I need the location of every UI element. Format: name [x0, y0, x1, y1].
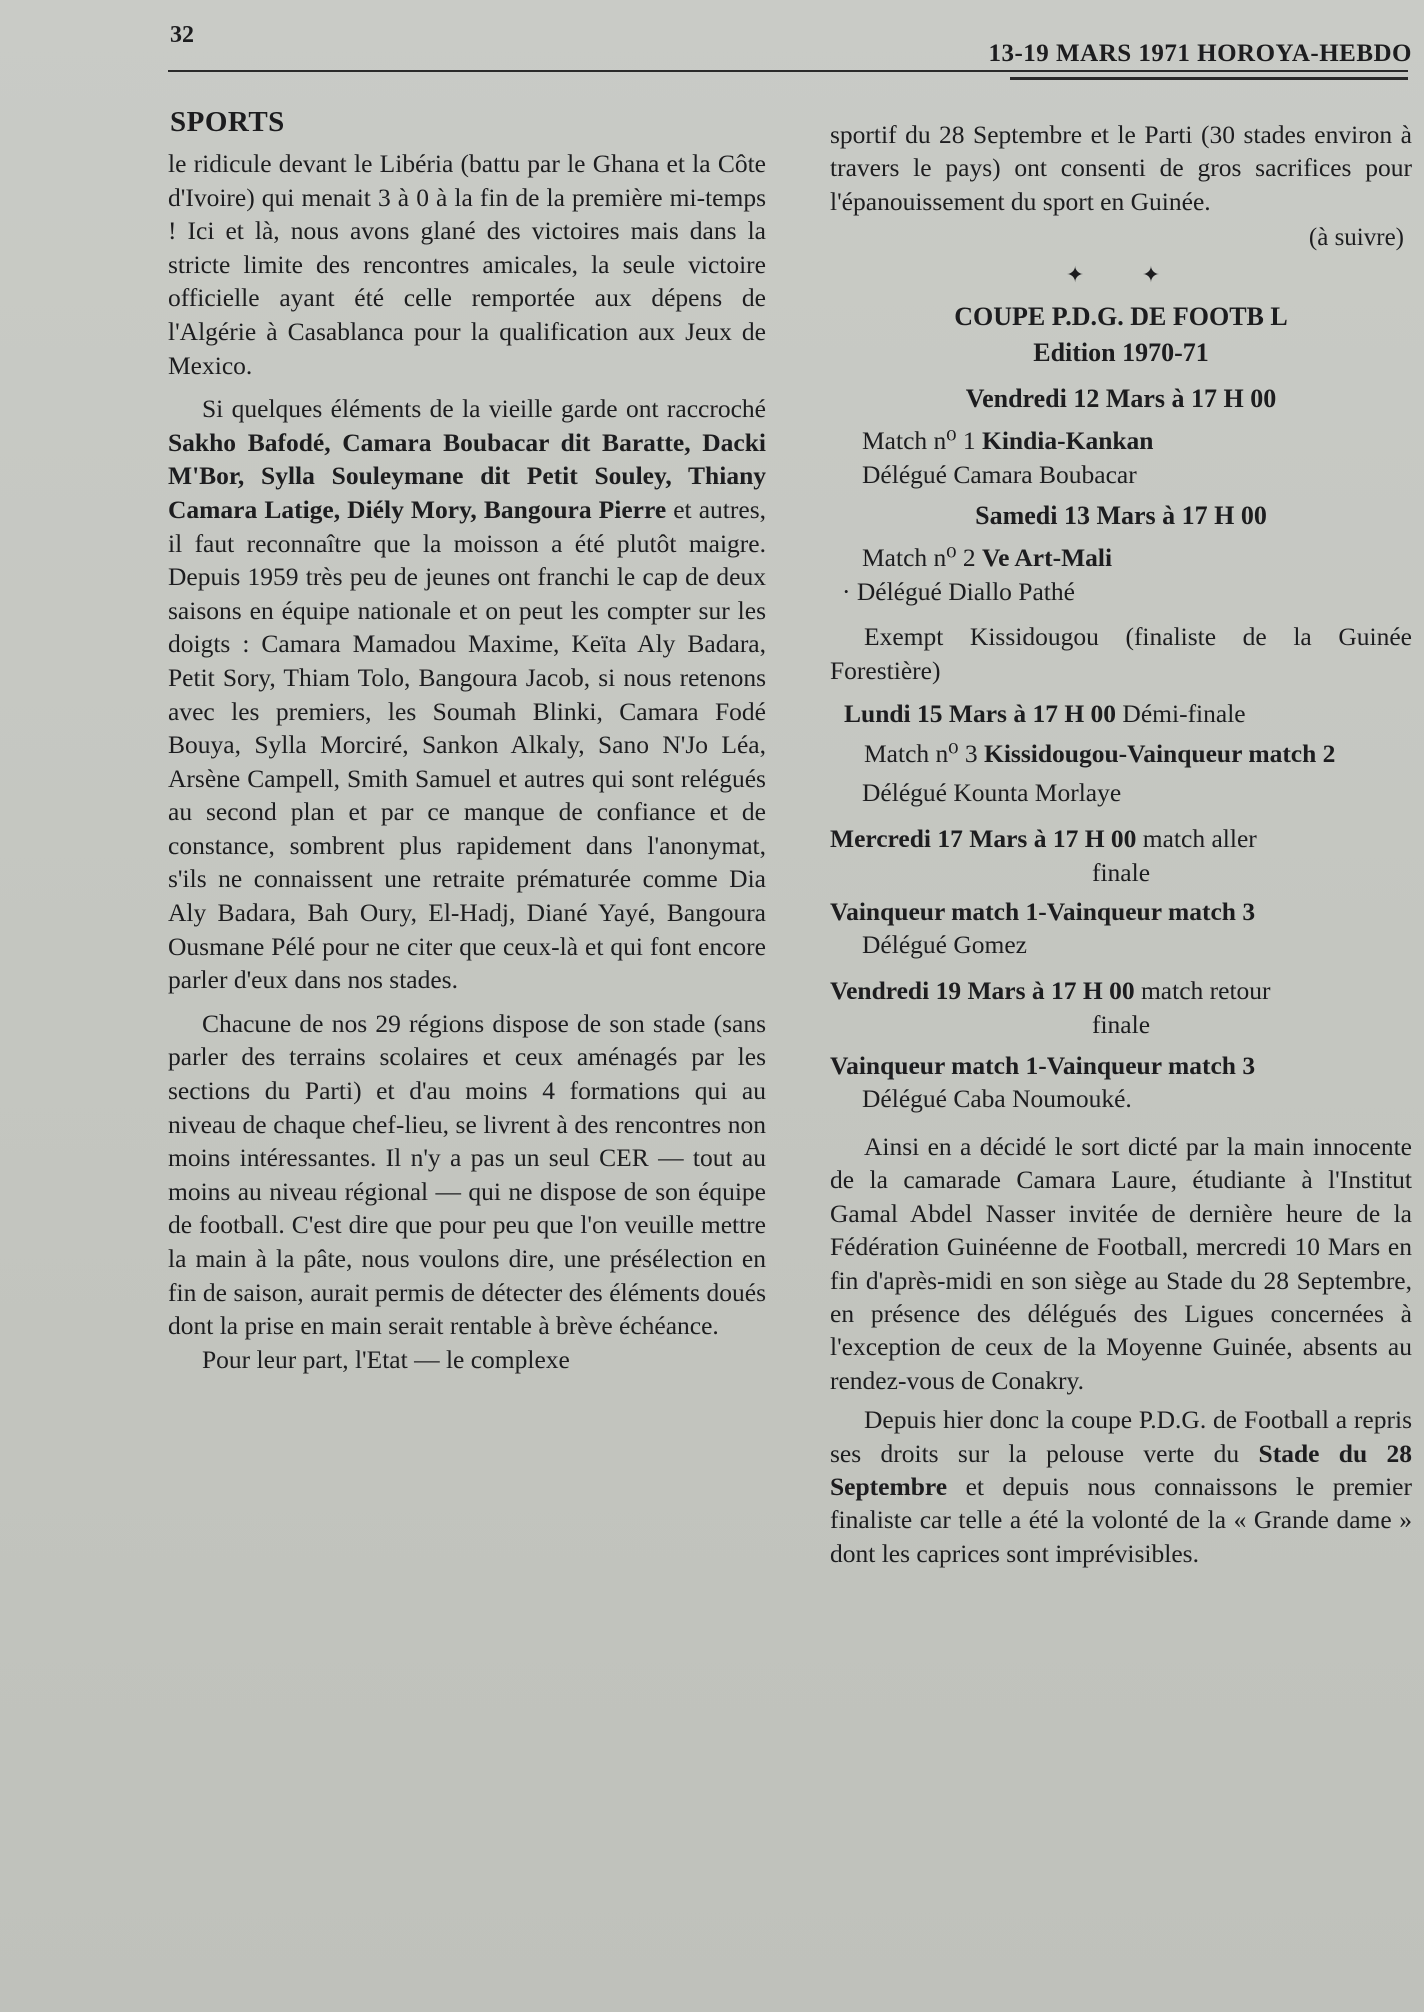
final-2-word: finale: [1091, 1009, 1151, 1039]
final-2-date: Vendredi 19 Mars à 17 H 00: [830, 975, 1135, 1005]
section-heading: SPORTS: [170, 106, 285, 138]
page-number: 32: [170, 22, 194, 48]
final-1-date-line: [830, 822, 1412, 856]
left-column: [168, 98, 766, 1376]
paragraph-2: [168, 392, 766, 997]
final-1-date: Mercredi 17 Mars à 17 H 00: [830, 823, 1137, 853]
final-2-teams: Vainqueur match 1-Vainqueur match 3: [830, 1050, 1256, 1080]
paragraph-final-a: Depuis hier donc la coupe P.D.G. de Football a repris ses droits sur la pelouse verte du: [830, 1405, 1412, 1468]
match-3-stage: Démi-finale: [1122, 699, 1246, 729]
final-1-teams: Vainqueur match 1-Vainqueur match 3: [830, 896, 1256, 926]
masthead-underline: [1010, 77, 1408, 80]
match-3-delegate: Délégué Kounta Morlaye: [862, 778, 1122, 808]
match-2-delegate: · Délégué Diallo Pathé: [842, 576, 1075, 606]
final-2-date-line: [830, 974, 1412, 1008]
paragraph-final-stadium: Stade du 28 Septembre: [830, 1438, 1412, 1501]
final-2-delegate: Délégué Caba Noumouké.: [862, 1084, 1132, 1114]
match-2-date: Samedi 13 Mars à 17 H 00: [975, 501, 1267, 531]
match-2-label: Match n⁰ 2: [862, 543, 976, 573]
match-3-date-line: [830, 697, 1412, 731]
paragraph-3: Chacune de nos 29 régions dispose de son stade (sans parler des terrains scolaires et ceux aménagés par les sections du Parti) et d'au moins 4 formations qui au niveau de chaque chef-lieu, se livrent à des rencontres non moins intéressantes. Il n'y a pas un seul CER — tout au moins au niveau régional — qui ne dispose de son équipe de football. C'est dire que pour peu que l'on veuille mettre la main à la pâte, nous voulons dire, une présélection en fin de saison, aurait permis de détecter des éléments doués dont la prise en main serait rentable à brève échéance.: [168, 1008, 766, 1341]
paragraph-2-names: Sakho Bafodé, Camara Boubacar dit Baratte, Dacki M'Bor, Sylla Souleymane dit Petit Souley, Thiany Camara Latige, Diély Mory, Bangoura Pierre: [168, 427, 766, 524]
match-3-label: Match n⁰ 3: [864, 739, 978, 769]
header-rule: [168, 70, 1408, 72]
match-3-teams: Kissidougou-Vainqueur match 2: [984, 739, 1336, 769]
final-2-leg: match retour: [1140, 975, 1271, 1005]
paragraph-1: le ridicule devant le Libéria (battu par le Ghana et la Côte d'Ivoire) qui menait 3 à 0 à la fin de la première mi-temps ! Ici et là, nous avons glané des victoires mais dans la stricte limite des rencontres amicales, la seule victoire officielle ayant été celle remportée aux dépens de l'Algérie à Casablanca pour la qualification aux Jeux de Mexico.: [168, 149, 766, 380]
match-1-date: Vendredi 12 Mars à 17 H 00: [965, 384, 1277, 414]
paragraph-2-start: Si quelques éléments de la vieille garde ont raccroché: [202, 394, 766, 424]
match-1-teams: Kindia-Kankan: [982, 426, 1154, 456]
separator-stars: ✦ ✦: [1065, 262, 1187, 288]
paragraph-4: Pour leur part, l'Etat — le complexe: [202, 1344, 570, 1374]
match-3-date: Lundi 15 Mars à 17 H 00: [844, 699, 1117, 729]
cup-edition: Edition 1970-71: [1033, 338, 1209, 368]
match-3-line: [830, 737, 1412, 770]
match-2-line: [830, 541, 1412, 575]
match-1-line: [830, 424, 1412, 458]
paragraph-draw: Ainsi en a décidé le sort dicté par la main innocente de la camarade Camara Laure, étudiante à l'Institut Gamal Abdel Nasser invitée de dernière heure de la Fédération Guinéenne de Football, mercredi 10 Mars en fin d'après-midi en son siège au Stade du 28 Septembre, en présence des délégués des Ligues concernées à l'exception de ceux de la Moyenne Guinée, absents au rendez-vous de Conakry.: [830, 1131, 1412, 1395]
paragraph-final-c: et depuis nous connaissons le premier finaliste car telle a été la volonté de la « Grande dame » dont les caprices sont imprévisibles.: [830, 1472, 1412, 1568]
final-1-delegate: Délégué Gomez: [862, 930, 1027, 960]
right-column: [830, 118, 1412, 1570]
paragraph-continued: sportif du 28 Septembre et le Parti (30 stades environ à travers le pays) ont consenti de gros sacrifices pour l'épanouissement du sport en Guinée.: [830, 120, 1412, 216]
match-2-teams: Ve Art-Mali: [982, 543, 1113, 573]
cup-title: COUPE P.D.G. DE FOOTB L: [954, 302, 1288, 332]
final-1-leg: match aller: [1142, 823, 1257, 853]
match-1-delegate: Délégué Camara Boubacar: [862, 459, 1137, 489]
final-1-word: finale: [1091, 857, 1151, 887]
paragraph-2-rest: et autres, il faut reconnaître que la moisson a été plutôt maigre. Depuis 1959 très peu de jeunes ont franchi le cap de deux saisons en équipe nationale et on peut les compter sur les doigts : Camara Mamadou Maxime, Keïta Aly Badara, Petit Sory, Thiam Tolo, Bangoura Jacob, si nous retenons avec les premiers, les Soumah Blinki, Camara Fodé Bouya, Sylla Morciré, Sankon Alkaly, Sano N'Jo Léa, Arsène Campell, Smith Samuel et autres qui sont relégués au second plan et par ce manque de confiance et de constance, sombrent plus rapidement dans l'anonymat, s'ils ne connaissent une retraite prématurée comme Dia Aly Badara, Bah Oury, El-Hadj, Diané Yayé, Bangoura Ousmane Pélé pour ne citer que ceux-là et qui font encore parler d'eux dans nos stades.: [168, 494, 766, 995]
masthead: 13-19 MARS 1971 HOROYA-HEBDO: [988, 40, 1412, 67]
a-suivre: (à suivre): [1308, 224, 1404, 252]
exempt-note: Exempt Kissidougou (finaliste de la Guinée Forestière): [830, 622, 1412, 685]
paragraph-final: [830, 1403, 1412, 1570]
match-1-label: Match n⁰ 1: [862, 426, 976, 456]
